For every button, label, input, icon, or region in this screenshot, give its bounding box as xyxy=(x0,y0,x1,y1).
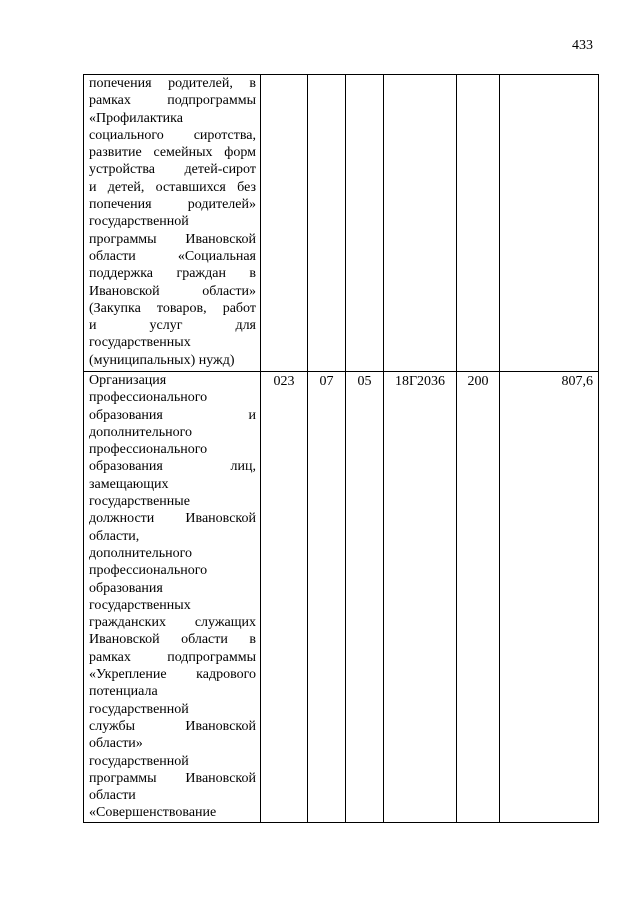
description-line: устройства детей-сирот xyxy=(89,162,256,178)
description-line: области xyxy=(89,788,136,804)
description-line: государственные xyxy=(89,494,190,510)
description-line: (муниципальных) нужд) xyxy=(89,352,235,368)
section-code-cell: 07 xyxy=(308,372,346,823)
table-row xyxy=(84,75,599,372)
description-line: попечения родителей» xyxy=(89,197,256,213)
description-line: службы Ивановской xyxy=(89,718,256,734)
description-line: потенциала xyxy=(89,684,158,700)
expense-type-cell: 200 xyxy=(457,372,500,823)
description-line: профессионального xyxy=(89,390,208,406)
description-line: профессионального xyxy=(89,442,208,458)
description-line: программы Ивановской xyxy=(89,770,256,786)
description-line: программы Ивановской xyxy=(89,231,256,247)
description-line: рамках подпрограммы xyxy=(89,93,256,109)
description-line: области «Социальная xyxy=(89,248,256,264)
table-row xyxy=(84,372,599,823)
description-line: государственных xyxy=(89,335,191,351)
description-line: области, xyxy=(89,528,140,544)
description-line: замещающих xyxy=(89,476,169,492)
description-line: поддержка граждан в xyxy=(89,266,256,282)
description-line: Ивановской области» xyxy=(89,283,256,299)
description-line: социального сиротства, xyxy=(89,127,256,143)
description-line: государственной xyxy=(89,214,189,230)
subsection-code-cell: 05 xyxy=(346,372,384,823)
description-line: образования лиц, xyxy=(89,459,256,475)
description-line: профессионального xyxy=(89,563,208,579)
description-line: (Закупка товаров, работ xyxy=(89,300,256,316)
description-line: рамках подпрограммы xyxy=(89,649,256,665)
description-line: Организация xyxy=(89,373,167,388)
description-line: государственных xyxy=(89,597,191,613)
description-line: образования xyxy=(89,580,163,596)
description-line: попечения родителей, в xyxy=(89,76,256,91)
description-line: и детей, оставшихся без xyxy=(89,179,256,195)
description-line: развитие семейных форм xyxy=(89,145,256,161)
description-line: государственной xyxy=(89,701,189,717)
description-line: «Совершенствование xyxy=(89,805,217,821)
description-line: Ивановской области в xyxy=(89,632,256,648)
description-line: гражданских служащих xyxy=(89,615,256,631)
description-line: и услуг для xyxy=(89,318,256,334)
description-line: «Укрепление кадрового xyxy=(89,667,256,683)
description-cell xyxy=(84,372,261,823)
description-line: образования и xyxy=(89,407,256,423)
target-article-cell xyxy=(384,75,457,372)
description-line: области» xyxy=(89,736,143,752)
description-line: государственной xyxy=(89,753,189,769)
page-number: 433 xyxy=(572,38,593,53)
description-cell xyxy=(84,75,261,372)
description-line: должности Ивановской xyxy=(89,511,256,527)
ministry-code-cell: 023 xyxy=(261,372,308,823)
section-code-cell xyxy=(308,75,346,372)
budget-table xyxy=(83,74,599,823)
subsection-code-cell xyxy=(346,75,384,372)
amount-cell: 807,6 xyxy=(500,372,599,823)
description-line: «Профилактика xyxy=(89,110,183,126)
ministry-code-cell xyxy=(261,75,308,372)
amount-cell xyxy=(500,75,599,372)
description-line: дополнительного xyxy=(89,545,192,561)
description-line: дополнительного xyxy=(89,424,192,440)
target-article-cell: 18Г2036 xyxy=(384,372,457,823)
expense-type-cell xyxy=(457,75,500,372)
